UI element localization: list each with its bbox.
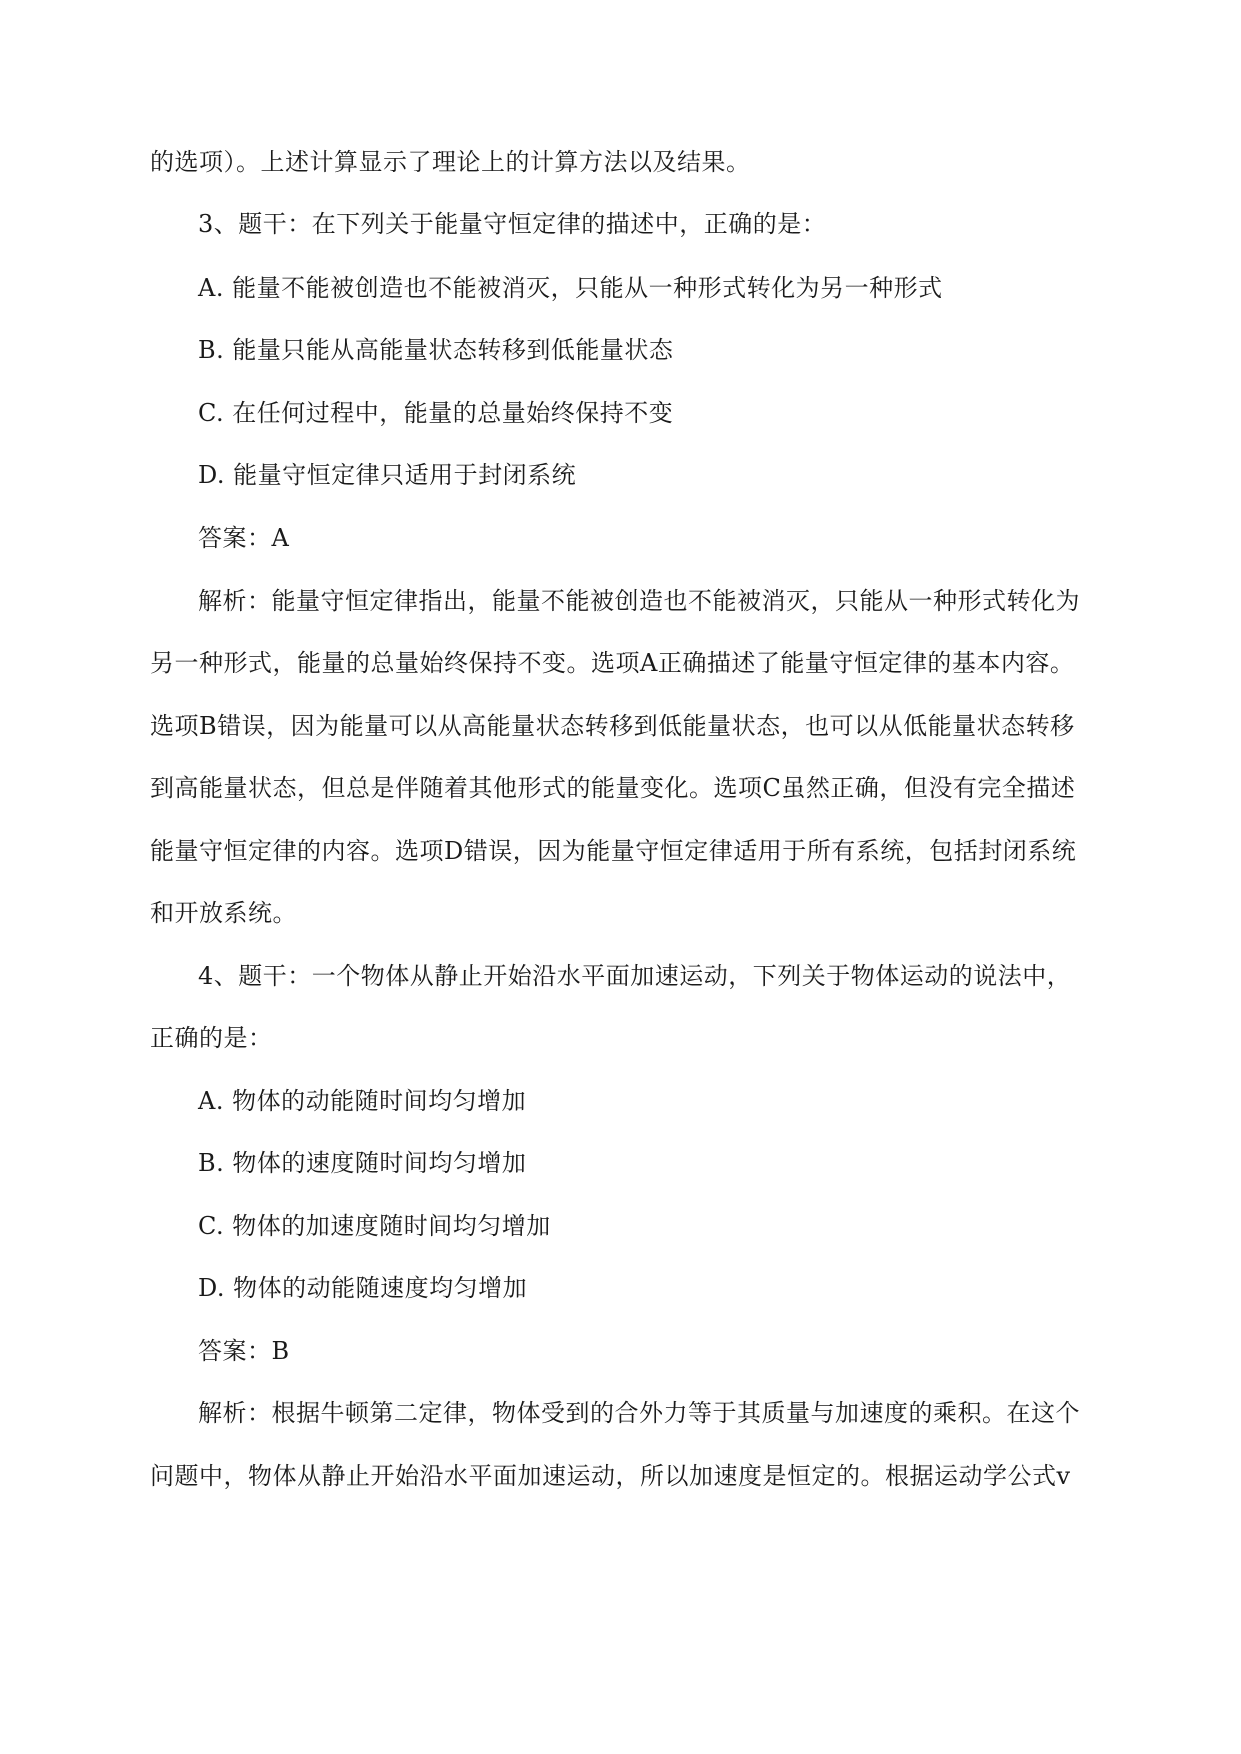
- q4-option-a: A. 物体的动能随时间均匀增加: [198, 1087, 527, 1115]
- q4-option-b: B. 物体的速度随时间均匀增加: [198, 1149, 527, 1177]
- q3-stem: 3、题干：在下列关于能量守恒定律的描述中，正确的是：: [198, 210, 827, 238]
- q3-option-b: B. 能量只能从高能量状态转移到低能量状态: [198, 336, 674, 364]
- q4-answer: 答案：B: [198, 1337, 290, 1365]
- carryover-line: 的选项）。上述计算显示了理论上的计算方法以及结果。: [150, 148, 751, 176]
- q3-analysis-line-3: 选项B错误，因为能量可以从高能量状态转移到低能量状态，也可以从低能量状态转移: [150, 712, 1075, 740]
- q3-option-a: A. 能量不能被创造也不能被消灭，只能从一种形式转化为另一种形式: [198, 274, 943, 302]
- q3-analysis-line-2: 另一种形式，能量的总量始终保持不变。选项A正确描述了能量守恒定律的基本内容。: [150, 649, 1075, 677]
- q3-analysis-line-6: 和开放系统。: [150, 899, 297, 927]
- q3-analysis-line-4: 到高能量状态，但总是伴随着其他形式的能量变化。选项C虽然正确，但没有完全描述: [150, 774, 1076, 802]
- q3-option-d: D. 能量守恒定律只适用于封闭系统: [198, 461, 577, 489]
- q4-option-c: C. 物体的加速度随时间均匀增加: [198, 1212, 551, 1240]
- q3-analysis-line-5: 能量守恒定律的内容。选项D错误，因为能量守恒定律适用于所有系统，包括封闭系统: [150, 837, 1077, 865]
- q4-analysis-line-2: 问题中，物体从静止开始沿水平面加速运动，所以加速度是恒定的。根据运动学公式v: [150, 1462, 1071, 1490]
- q3-answer: 答案：A: [198, 524, 290, 552]
- q3-analysis-line-1: 解析：能量守恒定律指出，能量不能被创造也不能被消灭，只能从一种形式转化为: [198, 587, 1080, 615]
- q4-analysis-line-1: 解析：根据牛顿第二定律，物体受到的合外力等于其质量与加速度的乘积。在这个: [198, 1399, 1080, 1427]
- q4-stem-line-1: 4、题干：一个物体从静止开始沿水平面加速运动，下列关于物体运动的说法中，: [198, 962, 1072, 990]
- q4-stem-line-2: 正确的是：: [150, 1024, 273, 1052]
- q3-option-c: C. 在任何过程中，能量的总量始终保持不变: [198, 399, 674, 427]
- q4-option-d: D. 物体的动能随速度均匀增加: [198, 1274, 528, 1302]
